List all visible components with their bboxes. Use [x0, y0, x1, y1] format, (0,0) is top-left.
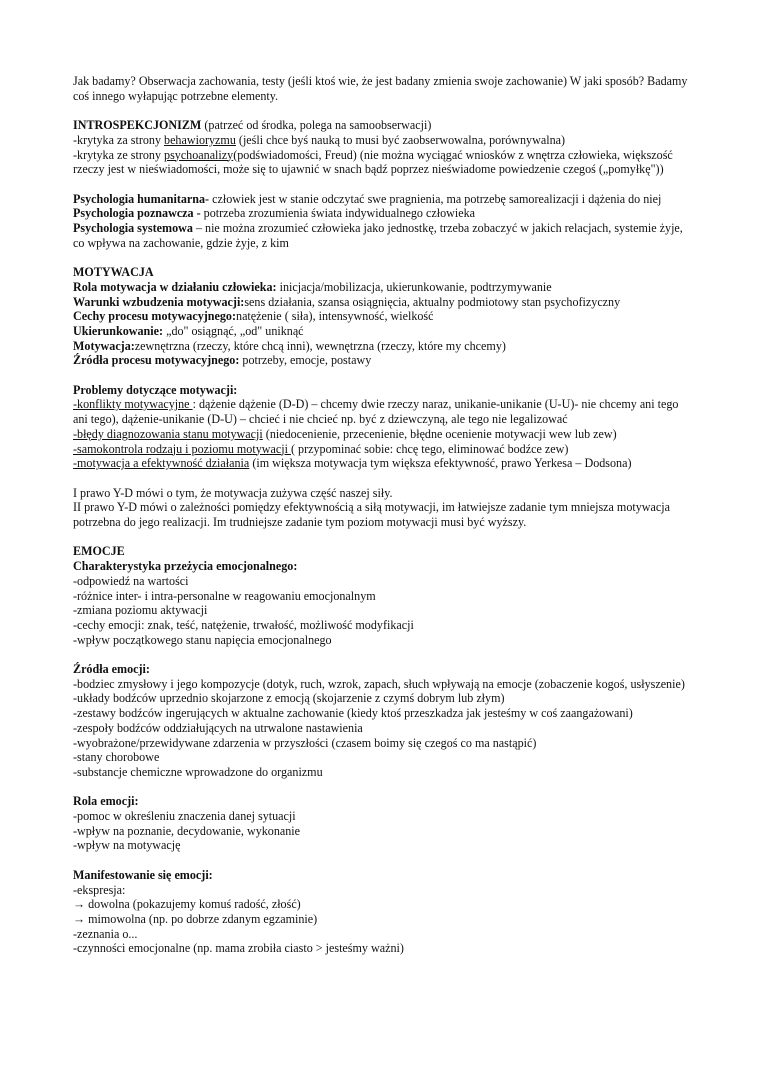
- warunki-line: [73, 295, 693, 310]
- manifestowanie-heading: [73, 868, 693, 883]
- list-item: -wpływ na poznanie, decydowanie, wykonanie: [73, 823, 301, 838]
- list-item: -cechy emocji: znak, teść, natężenie, trwałość, możliwość modyfikacji: [73, 617, 414, 632]
- list-item: -substancje chemiczne wprowadzone do organizmu: [73, 764, 323, 779]
- zrodla-procesu-label: Źródła procesu motywacyjnego:: [73, 353, 240, 368]
- motywacja-rodzaje-text: zewnętrzna (rzeczy, które chcą inni), wewnętrzna (rzeczy, które my chcemy): [134, 338, 506, 353]
- problem-efektywnosc: [73, 456, 693, 471]
- rola-motywacji-label: Rola motywacja w działaniu człowieka:: [73, 279, 277, 294]
- problemy-heading: [73, 383, 693, 398]
- psychologia-systemowa-text: – nie można zrozumieć człowieka jako jednostkę, trzeba zobaczyć w jakich relacjach, systemie żyje, co wpływa na zachowanie, gdzie żyje, z kim: [73, 221, 683, 250]
- list-item: -czynności emocjonalne (np. mama zrobiła ciasto > jesteśmy ważni): [73, 941, 404, 956]
- warunki-text: sens działania, szansa osiągnięcia, aktualny podmiotowy stan psychofizyczny: [244, 294, 621, 309]
- samokontrola-term: -samokontrola rodzaju i poziomu motywacji: [73, 441, 291, 456]
- rola-emocji-heading-text: Rola emocji:: [73, 794, 139, 809]
- psychoanaliza-term: psychoanalizy: [164, 147, 234, 162]
- rola-motywacji-line: [73, 280, 693, 295]
- motywacja-rodzaje-line: [73, 339, 693, 354]
- samokontrola-text: ( przypominać sobie: chcę tego, eliminować bodźce zew): [290, 441, 569, 456]
- prawo-2: II prawo Y-D mówi o zależności pomiędzy efektywnością a siłą motywacji, im łatwiejsze zadanie tym mniejsza motywacja potrzebna do jego realizacji. Im trudniejsze zadanie tym poziom motywacji musi być wyższy.: [73, 500, 670, 530]
- motywacja-rodzaje-label: Motywacja:: [73, 338, 135, 353]
- emocje-heading: [73, 544, 693, 559]
- zrodla-procesu-line: [73, 353, 693, 368]
- problemy-heading-text: Problemy dotyczące motywacji:: [73, 382, 238, 397]
- introspekcjonizm-heading-rest: (patrzeć od środka, polega na samoobserwacji): [201, 118, 432, 133]
- zrodla-emocji-heading-text: Źródła emocji:: [73, 662, 150, 677]
- problemy-section: [73, 383, 693, 471]
- motywacja-heading-text: MOTYWACJA: [73, 265, 154, 280]
- rola-emocji-heading: [73, 794, 693, 809]
- intro-text: Jak badamy? Obserwacja zachowania, testy (jeśli ktoś wie, że jest badany zmienia swoje zachowanie) W jaki sposób? Badamy coś innego wyłapując potrzebne elementy.: [73, 74, 688, 103]
- list-item: -zmiana poziomu aktywacji: [73, 603, 208, 618]
- list-item: -stany chorobowe: [73, 750, 160, 765]
- problem-bledy: [73, 427, 693, 442]
- emocje-heading-text: EMOCJE: [73, 544, 125, 559]
- ukierunkowanie-label: Ukierunkowanie:: [73, 323, 164, 338]
- psychologia-poznawcza-label: Psychologia poznawcza -: [73, 206, 201, 221]
- cechy-text: natężenie ( siła), intensywność, wielkość: [236, 309, 434, 324]
- list-item: -różnice inter- i intra-personalne w reagowaniu emocjonalnym: [73, 588, 376, 603]
- list-item: -bodziec zmysłowy i jego kompozycje (dotyk, ruch, wzrok, zapach, słuch wpływają na emocje (zobaczenie kogoś, usłyszenie): [73, 676, 685, 691]
- problem-konflikty: [73, 397, 693, 426]
- psychologia-humanitarna-text: człowiek jest w stanie odczytać swe pragnienia, ma potrzebę samorealizacji i dążenia do niej: [209, 191, 662, 206]
- list-item: → mimowolna (np. po dobrze zdanym egzaminie): [73, 911, 318, 926]
- introspekcjonizm-line: [73, 118, 693, 133]
- efektywnosc-text: (im większa motywacja tym większa efektywność, prawo Yerkesa – Dodsona): [249, 456, 632, 471]
- prawo-1: I prawo Y-D mówi o tym, że motywacja zużywa część naszej siły.: [73, 485, 393, 500]
- list-item: → dowolna (pokazujemy komuś radość, złość): [73, 897, 301, 912]
- list-item: -zespoły bodźców oddziałujących na utrwalone nastawienia: [73, 720, 363, 735]
- cechy-label: Cechy procesu motywacyjnego:: [73, 309, 237, 324]
- list-item: -odpowiedź na wartości: [73, 573, 189, 588]
- bledy-term: -błędy diagnozowania stanu motywacji: [73, 426, 263, 441]
- krytyka-prefix: -krytyka za strony: [73, 132, 165, 147]
- zrodla-emocji-heading: [73, 662, 693, 677]
- manifestowanie-section: [73, 868, 693, 956]
- motywacja-heading: [73, 265, 693, 280]
- behawioryzm-term: behawioryzmu: [164, 132, 236, 147]
- psychologia-humanitarna-label: Psychologia humanitarna-: [73, 191, 210, 206]
- charakterystyka-heading: [73, 559, 693, 574]
- psychologia-poznawcza-text: potrzeba zrozumienia świata indywidualnego człowieka: [200, 206, 476, 221]
- zrodla-procesu-text: potrzeby, emocje, postawy: [239, 353, 372, 368]
- psychologia-poznawcza-line: [73, 206, 693, 221]
- introspekcjonizm-heading: INTROSPEKCJONIZM: [73, 118, 202, 133]
- intro-paragraph: [73, 74, 693, 103]
- charakterystyka-heading-text: Charakterystyka przeżycia emocjonalnego:: [73, 559, 298, 574]
- cechy-line: [73, 309, 693, 324]
- introspekcjonizm-section: [73, 118, 693, 177]
- bledy-text: (niedocenienie, przecenienie, błędne ocenienie motywacji wew lub zew): [262, 426, 617, 441]
- manifestowanie-heading-text: Manifestowanie się emocji:: [73, 867, 213, 882]
- rola-emocji-section: [73, 794, 693, 853]
- rola-motywacji-text: inicjacja/mobilizacja, ukierunkowanie, podtrzymywanie: [276, 279, 552, 294]
- list-item: -wpływ początkowego stanu napięcia emocjonalnego: [73, 632, 332, 647]
- krytyka-prefix-2: -krytyka ze strony: [73, 147, 165, 162]
- psychologia-systemowa-line: [73, 221, 693, 250]
- krytyka-psychoanaliza-line: [73, 148, 693, 177]
- psychologia-systemowa-label: Psychologia systemowa: [73, 221, 193, 235]
- motywacja-section: [73, 265, 693, 368]
- problem-samokontrola: [73, 442, 693, 457]
- konflikty-text: : dążenie dążenie (D-D) – chcemy dwie rzeczy naraz, unikanie-unikanie (U-U)- nie chcemy ani tego ani tego), dążenie-unikanie (D-U) – chcieć i nie chcieć np. być z dziewczyną, ale tego nie legalizować: [73, 397, 679, 427]
- list-item: -układy bodźców uprzednio skojarzone z emocją (skojarzenie z czymś dobrym lub złym): [73, 691, 505, 706]
- warunki-label: Warunki wzbudzenia motywacji:: [73, 294, 245, 309]
- list-item: -ekspresja:: [73, 882, 126, 897]
- emocje-section: [73, 544, 693, 647]
- zrodla-emocji-section: [73, 662, 693, 780]
- list-item: -wyobrażone/przewidywane zdarzenia w przyszłości (czasem boimy się czegoś co ma nastąpić): [73, 735, 537, 750]
- list-item: -zeznania o...: [73, 926, 138, 941]
- prawa-section: [73, 486, 693, 530]
- krytyka-psychoanaliza-text: (podświadomości, Freud) (nie można wyciągać wniosków z wnętrza człowieka, większość rzeczy jest w nieświadomości, może się to ujawnić w snach bądź poprzez nieświadome powiedzenie czegoś („pomyłkę")): [73, 147, 673, 177]
- efektywnosc-term: -motywacja a efektywność działania: [73, 456, 250, 471]
- ukierunkowanie-line: [73, 324, 693, 339]
- psychologia-humanitarna-line: [73, 192, 693, 207]
- list-item: -wpływ na motywację: [73, 838, 181, 853]
- krytyka-behawioryzm-line: [73, 133, 693, 148]
- list-item: -pomoc w określeniu znaczenia danej sytuacji: [73, 809, 296, 824]
- list-item: -zestawy bodźców ingerujących w aktualne zachowanie (kiedy ktoś przeszkadza jak jesteśmy w coś zaangażowani): [73, 706, 633, 721]
- krytyka-behawioryzm-text: (jeśli chce byś nauką to musi być zaobserwowalna, porównywalna): [235, 132, 566, 147]
- ukierunkowanie-text: „do" osiągnąć, „od" uniknąć: [163, 323, 304, 338]
- konflikty-term: -konflikty motywacyjne: [73, 397, 193, 412]
- psychologia-section: [73, 192, 693, 251]
- document-page: [73, 74, 693, 971]
